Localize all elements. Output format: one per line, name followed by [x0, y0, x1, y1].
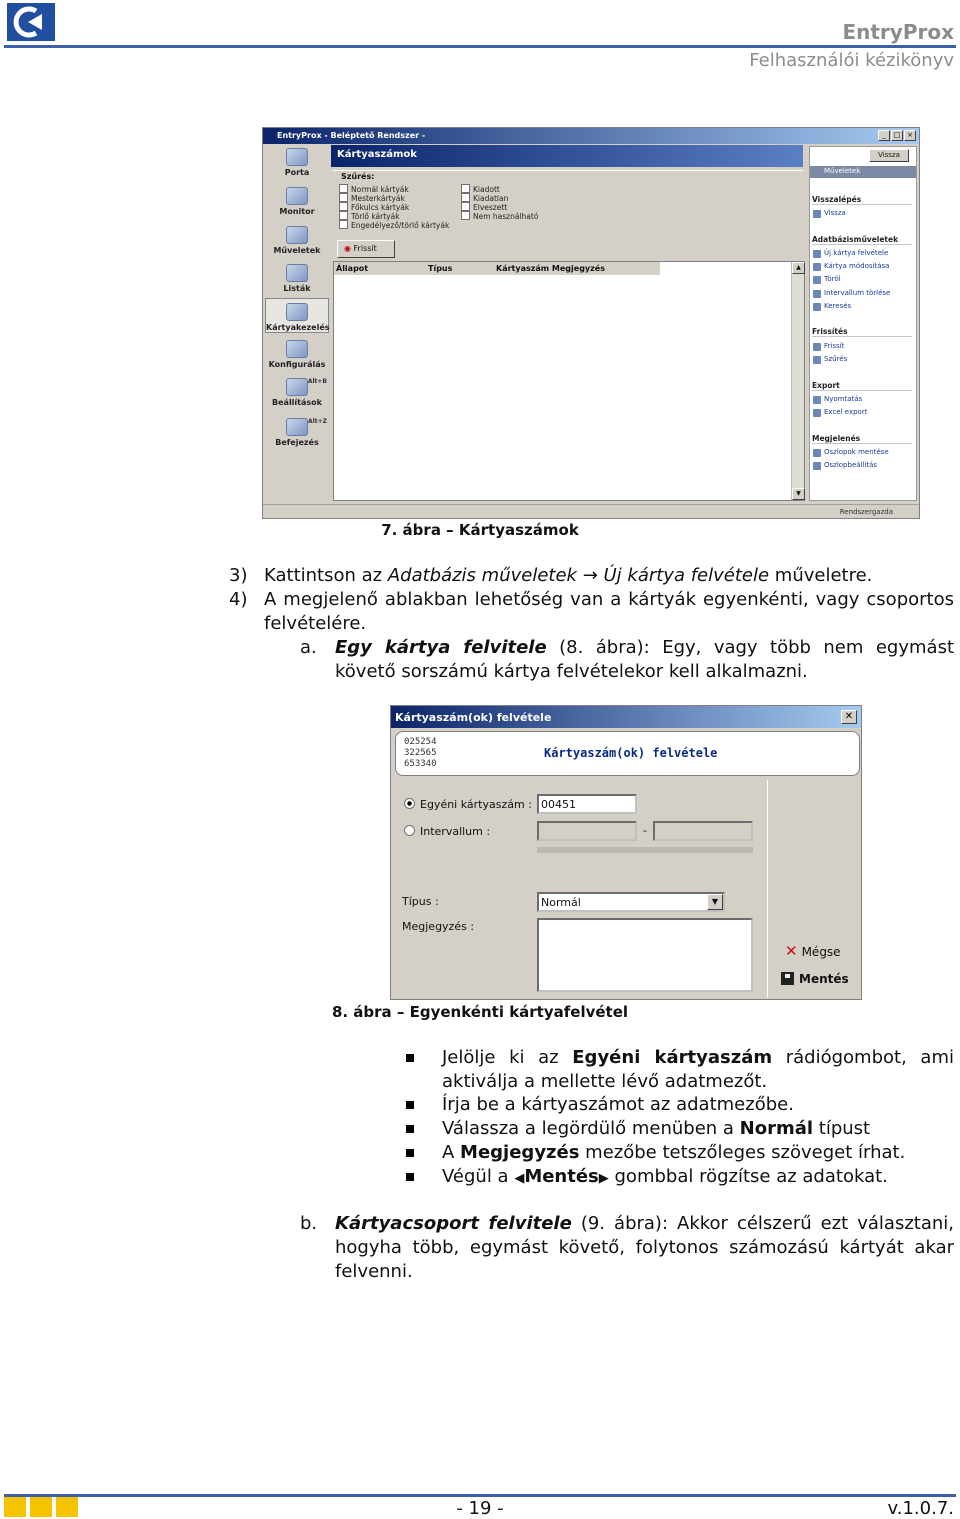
bullet-2: Írja be a kártyaszámot az adatmezőbe.: [442, 1094, 794, 1115]
shortcut-label: Alt+Z: [308, 418, 327, 425]
step-number: 3): [229, 565, 248, 586]
nav-kartyakezeles[interactable]: Kártyakezelés: [265, 298, 329, 333]
section-adatbazis: Adatbázisműveletek: [812, 235, 912, 245]
filter-checkbox[interactable]: Engedélyező/törlő kártyák: [339, 220, 449, 230]
nav-konfiguralas[interactable]: Konfigurálás: [265, 340, 329, 369]
step-number: 4): [229, 589, 248, 610]
link-oszlopbeallitas[interactable]: Oszlopbeállítás: [824, 461, 878, 469]
scroll-down-icon[interactable]: ▼: [792, 488, 805, 500]
bullet-marker: [406, 1173, 414, 1181]
vissza-button[interactable]: Vissza: [869, 149, 909, 162]
note-textarea[interactable]: [537, 918, 753, 992]
type-label: Típus :: [402, 895, 439, 908]
listak-icon: [286, 264, 308, 282]
link-nyomtatas[interactable]: Nyomtatás: [824, 395, 863, 403]
figure-7-caption: 7. ábra – Kártyaszámok: [381, 521, 579, 539]
status-bar: [263, 504, 919, 518]
type-select-value: Normál: [541, 896, 581, 909]
card-number-input[interactable]: 00451: [537, 794, 637, 814]
link-kartya-modositasa[interactable]: Kártya módosítása: [824, 262, 890, 270]
befejezes-icon: [286, 418, 308, 436]
link-frissit[interactable]: Frissít: [824, 342, 845, 350]
monitor-icon: [286, 187, 308, 205]
bullet-marker: [406, 1054, 414, 1062]
nav-befejezes[interactable]: Befejezés Alt+Z: [275, 418, 327, 447]
minimize-icon[interactable]: _: [878, 130, 890, 141]
dialog-banner: [395, 731, 860, 776]
substep-a-text: Egy kártya felvitele (8. ábra): Egy, vagy több nem egymást követő sorszámú kártya felvételekor kell alkalmazni.: [335, 637, 955, 682]
footer-rule: [4, 1494, 956, 1497]
card-grid[interactable]: [333, 261, 805, 501]
page-number: - 19 -: [456, 1498, 504, 1519]
radio-intervallum[interactable]: Intervallum :: [404, 825, 490, 838]
bullet-5: Végül a ◀Mentés▶ gombbal rögzítse az adatokat.: [442, 1166, 888, 1187]
substep-label: b.: [300, 1213, 318, 1234]
window-controls: [878, 130, 916, 141]
column-tipus[interactable]: Típus: [428, 264, 453, 273]
filter-checkbox[interactable]: Kiadott: [461, 184, 500, 194]
nav-porta[interactable]: Porta: [265, 148, 329, 177]
right-triangle-icon: ▶: [598, 1171, 609, 1186]
window-title: EntryProx - Beléptető Rendszer -: [277, 131, 426, 140]
actions-panel-title: Műveletek: [810, 166, 916, 178]
document-subtitle: Felhasználói kézikönyv: [749, 50, 954, 71]
window-titlebar: [263, 128, 919, 144]
interval-from-input[interactable]: [537, 821, 637, 841]
kartyaszam-felvetele-dialog-screenshot: [390, 705, 862, 1000]
grid-header: [334, 262, 660, 275]
filter-checkbox[interactable]: Kiadatlan: [461, 193, 508, 203]
refresh-icon: ◉: [344, 244, 351, 253]
filter-title: Szűrés:: [341, 172, 375, 181]
shortcut-label: Alt+B: [307, 378, 327, 385]
bullet-marker: [406, 1149, 414, 1157]
nav-beallitasok[interactable]: Beállítások Alt+B: [272, 378, 327, 407]
muveletek-icon: [286, 226, 308, 244]
link-excel[interactable]: Excel export: [824, 408, 868, 416]
type-select[interactable]: [537, 892, 725, 912]
link-torol[interactable]: Töröl: [824, 275, 841, 283]
nav-monitor[interactable]: Monitor: [265, 187, 329, 216]
nav-listak[interactable]: Listák: [265, 264, 329, 293]
close-icon[interactable]: ×: [904, 130, 916, 141]
filter-checkbox[interactable]: Elveszett: [461, 202, 507, 212]
link-oszlopok-mentese[interactable]: Oszlopok mentése: [824, 448, 889, 456]
actions-panel: [809, 146, 917, 501]
beallitasok-icon: [286, 378, 308, 396]
bullet-1: Jelölje ki az Egyéni kártyaszám rádiógombot, ami aktiválja a mellette lévő adatmezőt.: [442, 1047, 955, 1092]
substep-label: a.: [300, 637, 317, 658]
section-visszalepes: Visszalépés: [812, 195, 912, 205]
kartyaszamok-window-screenshot: [262, 127, 920, 519]
filter-checkbox[interactable]: Törlő kártyák: [339, 211, 400, 221]
figure-8-caption: 8. ábra – Egyenkénti kártyafelvétel: [331, 1003, 629, 1021]
bullet-marker: [406, 1101, 414, 1109]
banner-heading: Kártyaszám(ok) felvétele: [544, 746, 718, 760]
bullet-marker: [406, 1125, 414, 1133]
maximize-icon[interactable]: □: [891, 130, 903, 141]
filter-checkbox[interactable]: Normál kártyák: [339, 184, 409, 194]
entryprox-logo-icon: [6, 2, 56, 42]
brand-name: EntryProx: [842, 20, 954, 44]
dialog-title: Kártyaszám(ok) felvétele: [391, 706, 861, 728]
save-button[interactable]: Mentés: [781, 972, 849, 986]
banner-numbers: 025254 322565 653340: [404, 737, 437, 769]
section-export: Export: [812, 381, 912, 391]
document-version: v.1.0.7.: [887, 1498, 954, 1519]
bullet-4: A Megjegyzés mezőbe tetszőleges szöveget írhat.: [442, 1142, 906, 1163]
bullet-3: Válassza a legördülő menüben a Normál típust: [442, 1118, 871, 1139]
close-icon[interactable]: ✕: [841, 710, 857, 724]
kartyakezeles-icon: [286, 303, 308, 321]
scroll-up-icon[interactable]: ▲: [792, 262, 805, 274]
save-disk-icon: [781, 972, 794, 985]
porta-icon: [286, 148, 308, 166]
header-rule: [4, 45, 956, 48]
filter-group: [333, 170, 803, 238]
grid-scrollbar[interactable]: [791, 262, 804, 500]
panel-title: Kártyaszámok: [331, 145, 803, 167]
column-kartyaszam[interactable]: Kártyaszám Megjegyzés: [496, 264, 605, 273]
radio-egyeni-kartyaszam[interactable]: Egyéni kártyaszám :: [404, 798, 532, 811]
section-frissites: Frissítés: [812, 327, 912, 337]
section-megjelenes: Megjelenés: [812, 434, 912, 444]
link-szures[interactable]: Szűrés: [824, 355, 848, 363]
substep-b-text: Kártyacsoport felvitele (9. ábra): Akkor célszerű ezt választani, hogyha több, egymást követő, folytonos számozású kártyát akar felvenni.: [335, 1213, 955, 1282]
column-allapot[interactable]: Állapot: [336, 264, 369, 273]
step-3-text: Kattintson az Adatbázis műveletek → Új kártya felvétele műveletre.: [264, 565, 873, 586]
konfiguralas-icon: [286, 340, 308, 358]
status-user: Rendszergazda: [839, 508, 893, 516]
cancel-icon: ✕: [785, 942, 798, 960]
link-uj-kartya[interactable]: Új kártya felvétele: [824, 249, 889, 257]
interval-to-input[interactable]: [653, 821, 753, 841]
dialog-button-panel: [767, 780, 861, 998]
left-navigation: [265, 146, 329, 501]
chevron-down-icon[interactable]: ▼: [707, 894, 723, 910]
note-label: Megjegyzés :: [402, 920, 475, 933]
filter-checkbox[interactable]: Főkulcs kártyák: [339, 202, 409, 212]
interval-dash: -: [643, 824, 647, 837]
frissit-button[interactable]: ◉ Frissít: [337, 240, 395, 258]
link-intervallum[interactable]: Intervallum törlése: [824, 289, 891, 297]
link-vissza[interactable]: Vissza: [824, 209, 846, 217]
cancel-button[interactable]: ✕ Mégse: [785, 942, 841, 960]
interval-progress-bar: [537, 847, 753, 853]
nav-muveletek[interactable]: Műveletek: [265, 226, 329, 255]
left-triangle-icon: ◀: [514, 1171, 525, 1186]
filter-checkbox[interactable]: Mesterkártyák: [339, 193, 405, 203]
link-kereses[interactable]: Keresés: [824, 302, 852, 310]
filter-checkbox[interactable]: Nem használható: [461, 211, 538, 221]
step-4-text: A megjelenő ablakban lehetőség van a kártyák egyenkénti, vagy csoportos felvételére.: [264, 589, 954, 634]
